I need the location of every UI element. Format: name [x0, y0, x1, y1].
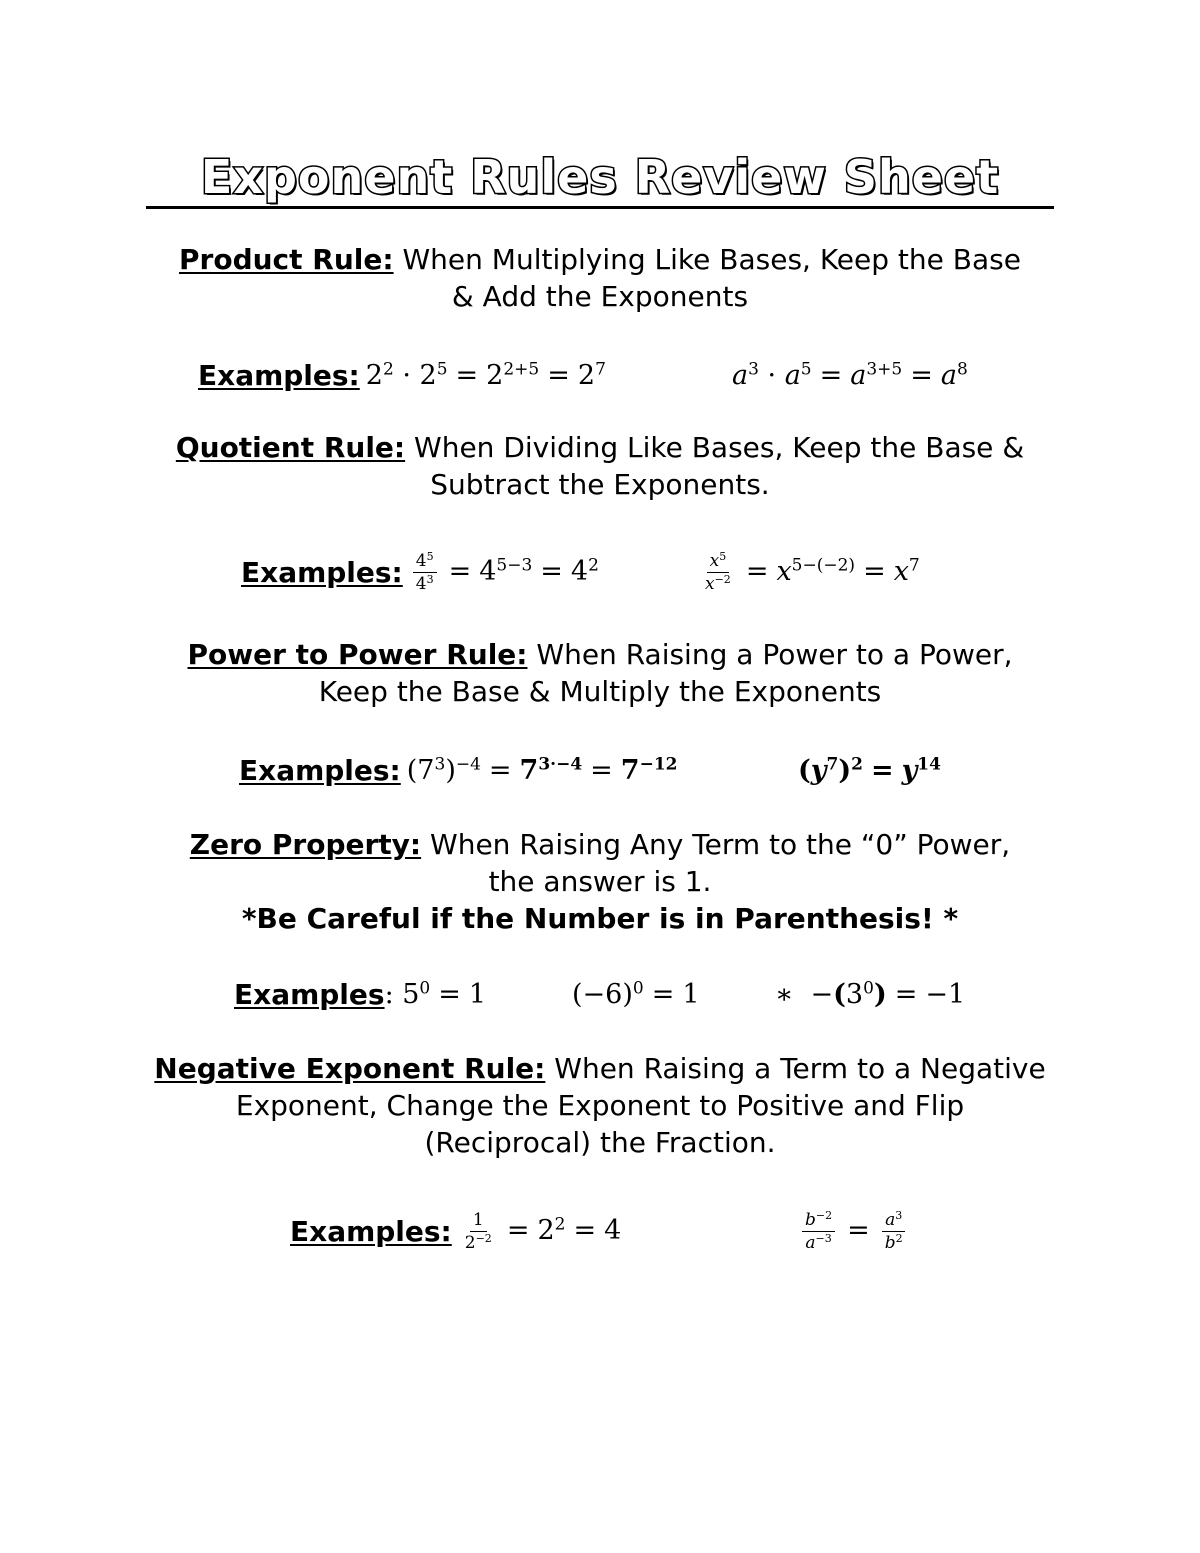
negative-example-1: Examples: $\frac{1}{2^{-2}}$ = $2^2 = 4$ — [290, 1209, 622, 1253]
product-example-2: $a^3 \cdot a^5 = a^{3+5} = a^8$ — [732, 359, 968, 391]
power-examples-row — [0, 740, 1200, 800]
zero-example-3: ∗ $-(3^0) = -1$ — [775, 978, 966, 1010]
negative-exponent-label: Negative Exponent Rule: — [154, 1052, 546, 1085]
power-example-2: $(y^7)^2 = y^{14}$ — [798, 754, 941, 786]
negative-example-2: $\frac{b^{-2}}{a^{-3}}$ = $\frac{a^3}{b^2}$ — [798, 1201, 910, 1261]
zero-example-1: Examples : $5^0 = 1$ — [234, 977, 487, 1011]
examples-label: Examples: — [290, 1214, 452, 1248]
title-underline — [146, 206, 1054, 209]
power-rule-section — [100, 636, 1100, 710]
zero-property-text-2: the answer is 1. — [488, 865, 712, 898]
negative-examples-row — [0, 1201, 1200, 1261]
power-rule-text-1: When Raising a Power to a Power, — [527, 638, 1013, 671]
title-container — [146, 148, 1054, 206]
quotient-example-1: Examples: $\frac{4^5}{4^3}$ = $4^{5-3} = 4^2$ — [241, 549, 599, 594]
examples-label: Examples: — [241, 555, 403, 589]
product-example-1: Examples: $2^2 \cdot 2^5 = 2^{2+5} = 2^7$ — [198, 358, 606, 392]
quotient-rule-label: Quotient Rule: — [175, 431, 406, 464]
product-rule-text-1: When Multiplying Like Bases, Keep the Base — [393, 243, 1021, 276]
quotient-examples-row — [0, 542, 1200, 602]
zero-example-2: $(-6)^0 = 1$ — [572, 978, 700, 1010]
zero-property-label: Zero Property: — [189, 828, 422, 861]
quotient-rule-text-2: Subtract the Exponents. — [430, 468, 770, 501]
negative-exponent-text-1: When Raising a Term to a Negative — [545, 1052, 1046, 1085]
page-title: Exponent Rules Review Sheet — [200, 150, 1000, 204]
power-rule-text-2: Keep the Base & Multiply the Exponents — [318, 675, 882, 708]
zero-property-note: *Be Careful if the Number is in Parenthesis! * — [241, 902, 959, 935]
quotient-rule-section — [100, 429, 1100, 503]
product-rule-label: Product Rule: — [179, 243, 394, 276]
examples-label: Examples — [234, 977, 385, 1011]
negative-exponent-text-3: (Reciprocal) the Fraction. — [424, 1126, 776, 1159]
power-example-1: Examples: $(7^3)^{-4} = 7^{3\cdot-4} = 7^{-12}$ — [239, 753, 678, 787]
examples-label: Examples: — [198, 358, 360, 392]
product-rule-text-2: & Add the Exponents — [451, 280, 749, 313]
power-rule-label: Power to Power Rule: — [187, 638, 528, 671]
product-rule-section — [100, 241, 1100, 315]
zero-examples-row — [0, 964, 1200, 1024]
quotient-rule-text-1: When Dividing Like Bases, Keep the Base & — [405, 431, 1025, 464]
zero-property-section — [100, 826, 1100, 937]
product-examples-row — [0, 345, 1200, 405]
quotient-example-2: $\frac{x^5}{x^{-2}}$ = $x^{5-(-2)} = x^7$ — [705, 549, 920, 594]
examples-label: Examples: — [239, 753, 401, 787]
negative-exponent-section — [100, 1050, 1100, 1161]
zero-property-text-1: When Raising Any Term to the “0” Power, — [421, 828, 1011, 861]
negative-exponent-text-2: Exponent, Change the Exponent to Positive and Flip — [235, 1089, 965, 1122]
